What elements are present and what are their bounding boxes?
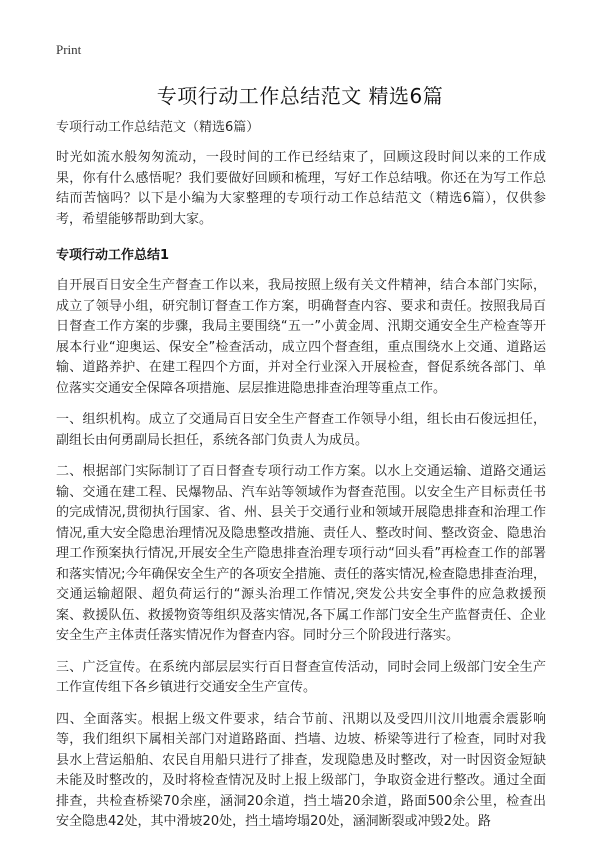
document-title: 专项行动工作总结范文 精选6篇: [156, 84, 444, 108]
document-subtitle: 专项行动工作总结范文（精选6篇）: [56, 120, 260, 135]
body-paragraph: 一、组织机构。成立了交通局百日安全生产督查工作领导小组，组长由石俊远担任，副组长由何勇副局长担任，系统各部门负责人为成员。: [56, 412, 546, 448]
document-body: [56, 118, 546, 844]
section-heading: 专项行动工作总结1: [56, 248, 170, 263]
body-paragraph: 三、广泛宣传。在系统内部层层实行百日督查宣传活动，同时会同上级部门安全生产工作宣传组下各乡镇进行交通安全生产宣传。: [56, 659, 546, 695]
body-paragraph: 二、根据部门实际制订了百日督查专项行动工作方案。以水上交通运输、道路交通运输、交通在建工程、民爆物品、汽车站等领域作为督查范围。以安全生产目标责任书的完成情况,贯彻执行国家、省、州、县关于交通行业和领域开展隐患排查和治理工作情况,重大安全隐患治理情况及隐患整改措施、责任人、整改时间、整改资金、隐患治理工作预案执行情况,开展安全生产隐患排查治理专项行动“回头看”再检查工作的部署和落实情况;今年确保安全生产的各项安全措施、责任的落实情况,检查隐患排查治理，交通运输超限、超负荷运行的“源头治理工作情况,突发公共安全事件的应急救援预案、救援队伍、救援物资等组织及落实情况,各下属工作部门安全生产监督责任、企业安全生产主体责任落实情况作为督查内容。同时分三个阶段进行落实。: [56, 464, 546, 643]
body-paragraph: 四、全面落实。根据上级文件要求，结合节前、汛期以及受四川汶川地震余震影响等，我们组织下属相关部门对道路路面、挡墙、边坡、桥梁等进行了检查，同时对我县水上营运船舶、农民自用船只进行了排查，发现隐患及时整改，对一时因资金短缺未能及时整改的，及时将检查情况及时上报上级部门，争取资金进行整改。通过全面排查，共检查桥梁70余座，涵洞20余道，挡土墙20余道，路面500余公里，检查出安全隐患42处，其中滑坡20处，挡土墙垮塌20处，涵洞断裂或冲毁2处。路: [56, 711, 546, 829]
body-paragraph: 自开展百日安全生产督查工作以来，我局按照上级有关文件精神，结合本部门实际，成立了领导小组，研究制订督查工作方案，明确督查内容、要求和责任。按照我局百日督查工作方案的步骤，我局主要围绕“五一”小黄金周、汛期交通安全生产检查等开展本行业“迎奥运、保安全”检查活动，成立四个督查组，重点围绕水上交通、道路运输、道路养护、在建工程四个方面，并对全行业深入开展检查，督促系统各部门、单位落实交通安全保障各项措施、层层推进隐患排查治理等重点工作。: [56, 278, 546, 396]
intro-paragraph: 时光如流水般匆匆流动，一段时间的工作已经结束了，回顾这段时间以来的工作成果，你有什么感悟呢？我们要做好回顾和梳理，写好工作总结哦。你还在为写工作总结而苦恼吗？以下是小编为大家整理的专项行动工作总结范文（精选6篇），仅供参考，希望能够帮助到大家。: [56, 150, 546, 227]
print-label[interactable]: Print: [56, 42, 82, 57]
